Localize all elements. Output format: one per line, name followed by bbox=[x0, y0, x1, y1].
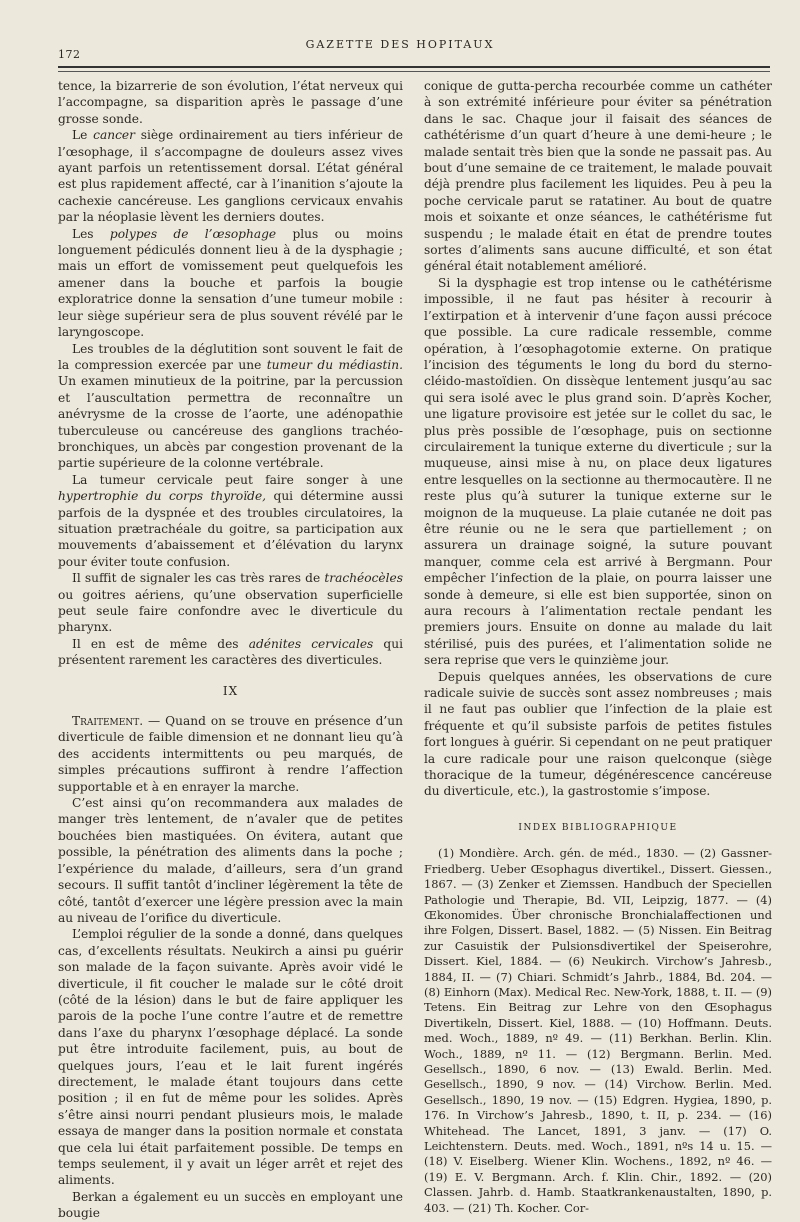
right-column bbox=[424, 78, 772, 1215]
bibliography-heading: INDEX BIBLIOGRAPHIQUE bbox=[518, 822, 678, 833]
section-heading: IX bbox=[222, 683, 239, 698]
text-run: qui détermine aussi parfois de la dyspnée et des troubles circulatoires, la situation prætrachéale du goitre, sa participation aux mouvements d’abaissement et d’élévation du larynx pour éviter toute confusion. bbox=[58, 489, 403, 569]
header-rule-thick bbox=[58, 66, 770, 68]
paragraph bbox=[58, 127, 403, 225]
text-run: ou goitres aériens, qu’une observation superficielle peut seule faire confondre avec le diverticule du pharynx. bbox=[58, 587, 403, 635]
paragraph bbox=[58, 1189, 403, 1222]
paragraph bbox=[58, 570, 403, 636]
paragraph bbox=[424, 275, 772, 669]
text-run: Depuis quelques années, les observations de cure radicale suivie de succès sont assez nombreuses ; mais il ne faut pas oublier que l’infection de la plaie est fréquente et qu’il subsiste parfois de petites fistules fort longues à guérir. Si cependant on ne peut pratiquer la cure radicale pour une raison quelconque (siège thoracique de la tumeur, dégénérescence cancéreuse du diverticule, etc.), la gastrostomie s’impose. bbox=[424, 669, 772, 799]
text-run: L’emploi régulier de la sonde a donné, dans quelques cas, d’excellents résultats. Neukirch a ainsi pu guérir son malade de la façon suivante. Après avoir vidé le diverticule, il fit coucher le malade sur le côté droit (côté de la lésion) dans le but de faire appliquer les parois de la poche l’une contre l’autre et de remettre dans l’axe du pharynx l’œsophage déplacé. La sonde put être introduite facilement, puis, au bout de quelques jours, l’eau et le lait furent ingérés directement, le malade étant toujours dans cette position ; il en fut de même pour les solides. Après s’être ainsi nourri pendant plusieurs mois, le malade essaya de manger dans la position normale et constata que cela lui était parfaitement possible. De temps en temps seulement, il y avait un léger arrêt et rejet des aliments. bbox=[58, 927, 403, 1188]
text-run: Il en est de même des bbox=[72, 636, 249, 651]
text-run: qui présentent rarement les caractères des diverticules. bbox=[58, 636, 403, 668]
italic-term: adénites cervicales bbox=[248, 636, 374, 651]
italic-term: cancer bbox=[93, 128, 135, 143]
italic-term: polypes de l’œsophage bbox=[109, 226, 277, 241]
header-rule-thin bbox=[58, 71, 770, 72]
paragraph bbox=[58, 713, 403, 795]
text-run: Les troubles de la déglutition sont souvent le fait de la compression exercée par une bbox=[58, 341, 403, 372]
paragraph bbox=[58, 341, 403, 472]
paragraph bbox=[58, 795, 403, 926]
paragraph bbox=[58, 472, 403, 570]
paragraph bbox=[58, 226, 403, 341]
page-number: 172 bbox=[58, 48, 81, 61]
text-run: C’est ainsi qu’on recommandera aux malades de manger très lentement, de n’avaler que de petites bouchées bien mastiquées. On évitera, autant que possible, la pénétration des aliments dans la poche ; l’expérience du malade, d’ailleurs, sera d’un grand secours. Il suffit tantôt d’incliner légèrement la tête de côté, tantôt d’exercer une légère pression avec la main au niveau de l’orifice du diverticule. bbox=[58, 796, 403, 925]
text-run: Le bbox=[72, 128, 94, 143]
right-column-text bbox=[424, 78, 772, 800]
journal-title: GAZETTE DES HOPITAUX bbox=[305, 38, 495, 51]
text-run: Si la dysphagie est trop intense ou le cathétérisme impossible, il ne faut pas hésiter à recourir à l’extirpation et à intervenir d’une façon aussi précoce que possible. La cure radicale ressemble, comme opération, à l’œsophagotomie externe. On pratique l’incision des téguments le long du bord du sterno-cléido-mastoïdien. On dissèque lentement jusqu’au sac qui sera isolé avec le plus grand soin. D’après Kocher, une ligature provisoire est jetée sur le collet du sac, le plus près possible de l’œsophage, puis on sectionne circulairement la tunique externe du diverticule ; sur la muqueuse, ainsi mise à nu, on place deux ligatures entre lesquelles on la sectionne au thermocautère. Il ne reste plus qu’à suturer la tunique externe sur le moignon de la muqueuse. La plaie cutanée ne doit pas être réunie ou ne le sera que partiellement ; on assurera un drainage soigné, la suture pouvant manquer, comme cela est arrivé à Bergmann. Pour empêcher l’infection de la plaie, on pourra laisser une sonde à demeure, si elle est bien supportée, sinon on aura recours à l’alimentation rectale pendant les premiers jours. Ensuite on donne au malade du lait stérilisé, puis des purées, et l’alimentation solide ne sera reprise que vers le quinzième jour. bbox=[424, 275, 772, 668]
text-run: plus ou moins longuement pédiculés donnent lieu à de la dysphagie ; mais un effort de vomissement peut quelquefois les amener dans la bouche et parfois la bougie exploratrice donne la sensation d’une tumeur mobile : leur siège supérieur sera de plus souvent révélé par le laryngoscope. bbox=[58, 226, 403, 340]
italic-term: tumeur du médiastin. bbox=[266, 357, 403, 372]
text-run: siège ordinairement au tiers inférieur de l’œsophage, il s’accompagne de douleurs assez vives ayant parfois un retentissement dorsal. L’état général est plus rapidement affecté, car à l’inanition s’ajoute la cachexie cancéreuse. Les ganglions cervicaux envahis par la néoplasie lèvent les derniers doutes. bbox=[58, 128, 403, 225]
text-run: Un examen minutieux de la poitrine, par la percussion et l’auscultation permettra de reconnaître un anévrysme de la crosse de l’aorte, une adénopathie tuberculeuse ou cancéreuse des ganglions trachéo-bronchiques, un abcès par congestion provenant de la partie supérieure de la colonne vertébrale. bbox=[58, 374, 403, 471]
paragraph bbox=[424, 669, 772, 800]
italic-term: hypertrophie du corps thyroïde, bbox=[58, 489, 267, 504]
text-run: conique de gutta-percha recourbée comme un cathéter à son extrémité inférieure pour éviter sa pénétration dans le sac. Chaque jour il faisait des séances de cathétérisme d’un quart d’heure à une demi-heure ; le malade sentait très bien que la sonde ne passait pas. Au bout d’une semaine de ce traitement, le malade pouvait déjà prendre plus facilement les liquides. Peu à peu la poche cervicale parut se ratatiner. Au bout de quatre mois et soixante et onze séances, le cathétérisme fut suspendu ; le malade était en état de prendre toutes sortes d’aliments sans aucune difficulté, et son état général était notablement amélioré. bbox=[424, 79, 772, 274]
text-run: Les bbox=[72, 226, 110, 241]
text-run: Berkan a également eu un succès en employant une bougie bbox=[58, 1189, 403, 1221]
left-column bbox=[58, 78, 403, 1221]
paragraph bbox=[58, 636, 403, 669]
text-run: — Quand on se trouve en présence d’un diverticule de faible dimension et ne donnant lieu qu’à des accidents intermittents ou peu marqués, de simples précautions suffiront à rendre l’affection supportable et à en enrayer la marche. bbox=[58, 714, 403, 794]
bibliography-text: (1) Mondière. Arch. gén. de méd., 1830. — (2) Gassner-Friedberg. Ueber Œsophagus divertikel., Dissert. Giessen., 1867. — (3) Zenker et Ziemssen. Handbuch der Speciellen Pathologie und Therapie, Bd. VII, Leipzig, 1877. — (4) Œkonomides. Über chronische Bronchialaffectionen und ihre Folgen, Dissert. Basel, 1882. — (5) Nissen. Ein Beitrag zur Casuistik der Pulsionsdivertikel der Speiserohre, Dissert. Kiel, 1884. — (6) Neukirch. Virchow’s Jahresb., 1884, II. — (7) Chiari. Schmidt’s Jahrb., 1884, Bd. 204. — (8) Einhorn (Max). Medical Rec. New-York, 1888, t. II. — (9) Tetens. Ein Beitrag zur Lehre von den Œsophagus Divertikeln, Dissert. Kiel, 1888. — (10) Hoffmann. Deuts. med. Woch., 1889, nº 49. — (11) Berkhan. Berlin. Klin. Woch., 1889, nº 11. — (12) Bergmann. Berlin. Med. Gesellsch., 1890, 6 nov. — (13) Ewald. Berlin. Med. Gesellsch., 1890, 9 nov. — (14) Virchow. Berlin. Med. Gesellsch., 1890, 19 nov. — (15) Edgren. Hygiea, 1890, p. 176. In Virchow’s Jahresb., 1890, t. II, p. 234. — (16) Whitehead. The Lancet, 1891, 3 janv. — (17) O. Leichtenstern. Deuts. med. Woch., 1891, nºs 14 u. 15. — (18) V. Eiselberg. Wiener Klin. Wochens., 1892, nº 46. — (19) E. V. Bergmann. Arch. f. Klin. Chir., 1892. — (20) Classen. Jahrb. d. Hamb. Staatkrankenaustalten, 1890, p. 403. — (21) Th. Kocher. Cor- bbox=[424, 846, 772, 1215]
paragraph bbox=[424, 78, 772, 275]
paragraph bbox=[58, 78, 403, 127]
run-in-heading: Traitement. bbox=[72, 714, 144, 729]
text-run: tence, la bizarrerie de son évolution, l’état nerveux qui l’accompagne, sa disparition après le passage d’une grosse sonde. bbox=[58, 79, 403, 126]
italic-term: trachéocèles bbox=[324, 571, 403, 586]
text-run: La tumeur cervicale peut faire songer à une bbox=[72, 472, 403, 487]
text-run: Il suffit de signaler les cas très rares de bbox=[72, 571, 325, 586]
paragraph bbox=[58, 926, 403, 1189]
